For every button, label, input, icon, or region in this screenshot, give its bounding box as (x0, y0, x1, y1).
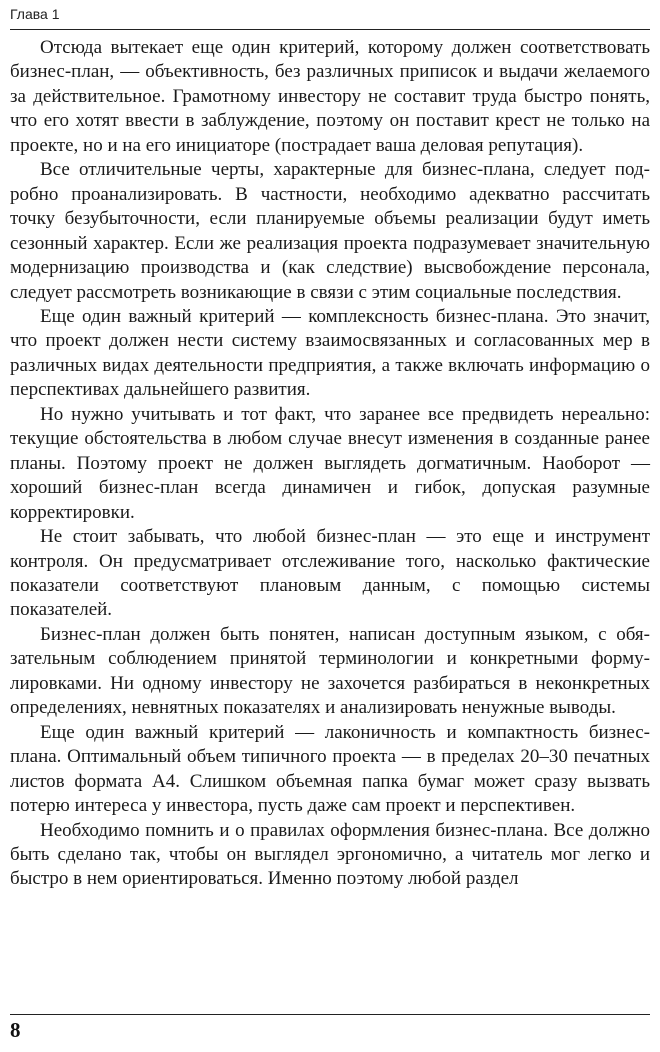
paragraph: Еще один важный критерий — лаконичность и компактность бизнес-плана. Оптимальный объем типичного проекта — в пределах 20–30 печатных листов формата А4. Слишком объемная папка бумаг может сразу вызвать потерю интереса у инвестора, пусть даже сам проект и перспективен. (10, 721, 650, 817)
page-number: 8 (10, 1018, 21, 1042)
paragraph: Необходимо помнить и о правилах оформления бизнес-плана. Все должно быть сделано так, чтобы он выглядел эргономично, а читатель мог легко и быстро в нем ориентироваться. Именно поэтому любой раздел (10, 819, 650, 890)
header-rule (10, 29, 650, 30)
paragraph: Еще один важный критерий — комплексность бизнес-плана. Это значит, что проект должен нести систему взаимосвязанных и согласованных мер в различных видах деятельности предприятия, а также включать информацию о перспективах дальнейшего развития. (10, 305, 650, 401)
paragraph: Бизнес-план должен быть понятен, написан доступным языком, с обязательным соблюдением принятой терминологии и конкретными формулировками. Ни одному инвестору не захочется разбираться в неконкретных определениях, невнятных показателях и анализировать ненужные выводы. (10, 623, 650, 719)
running-head: Глава 1 (10, 6, 60, 22)
paragraph: Отсюда вытекает еще один критерий, которому должен соответствовать бизнес-план, — объективность, без различных приписок и выдачи желаемого за действительное. Грамотному инвестору не составит труда быстро понять, что его хотят ввести в заблуждение, поэтому он поставит крест не только на проекте, но и на его инициаторе (пострадает ваша деловая репутация). (10, 37, 650, 156)
paragraph: Все отличительные черты, характерные для бизнес-плана, следует подробно проанализировать. В частности, необходимо адекватно рассчитать точку безубыточности, если планируемые объемы реализации будут иметь сезонный характер. Если же реализация проекта подразумевает значительную модернизацию производства и (как следствие) высвобождение персонала, следует рассмотреть возникающие в связи с этим социальные последствия. (10, 159, 650, 303)
paragraph: Но нужно учитывать и тот факт, что заранее все предвидеть нереально: текущие обстоятельства в любом случае внесут изменения в созданные ранее планы. Поэтому проект не должен выглядеть догматичным. Наоборот — хороший бизнес-план всегда динамичен и гибок, допуская разумные корректировки. (10, 403, 650, 523)
body-text (10, 36, 650, 892)
paragraph: Не стоит забывать, что любой бизнес-план — это еще и инструмент контроля. Он предусматривает отслеживание того, насколько фактические показатели соответствуют плановым данным, с помощью системы показателей. (10, 526, 650, 621)
footer-rule (10, 1014, 650, 1015)
